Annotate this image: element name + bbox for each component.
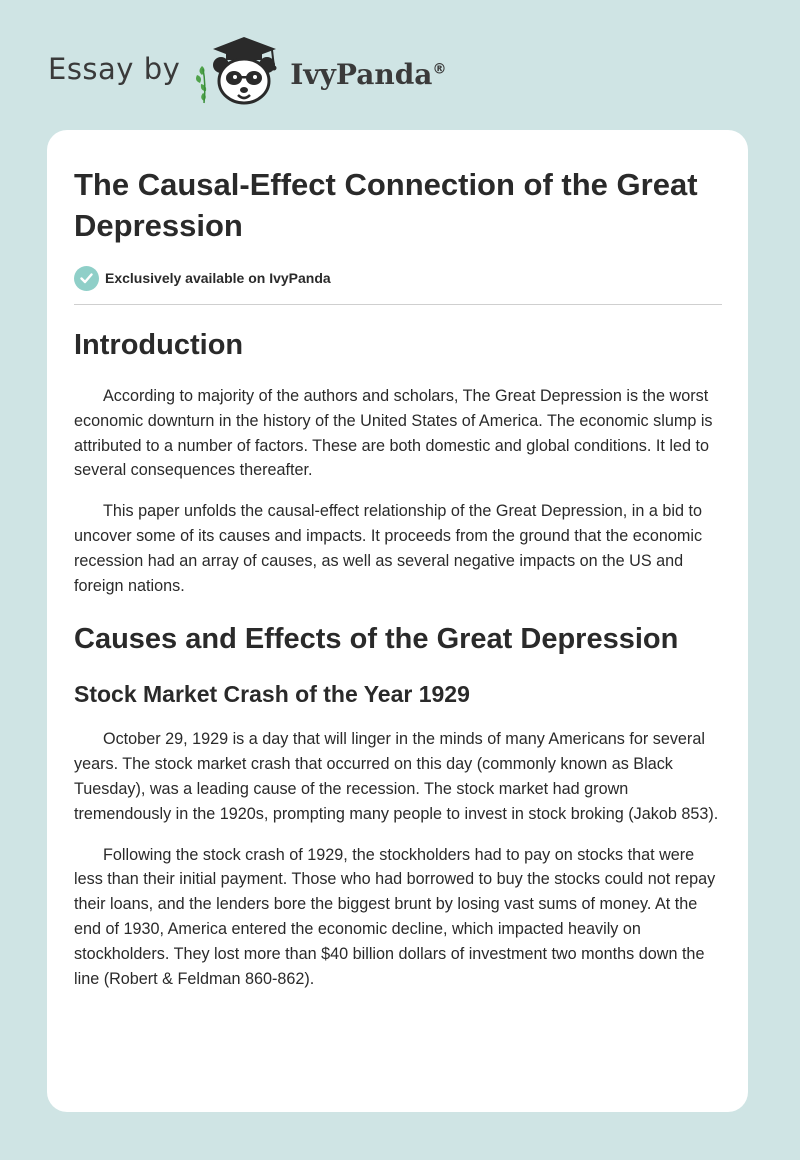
section-heading-causes-effects: Causes and Effects of the Great Depression [74, 623, 679, 656]
check-icon [74, 266, 99, 291]
site-header [48, 34, 446, 114]
essay-title: The Causal-Effect Connection of the Great Depression [74, 167, 698, 243]
registered-mark: ® [432, 61, 447, 78]
paragraph: According to majority of the authors and scholars, The Great Depression is the worst economic downturn in the history of the United States of America. The economic slump is attributed to a number of factors. These are both domestic and global conditions. It led to several consequences thereafter. [74, 387, 713, 480]
exclusive-label: Exclusively available on IvyPanda [105, 270, 331, 286]
paragraph: October 29, 1929 is a day that will linger in the minds of many Americans for several years. The stock market crash that occurred on this day (commonly known as Black Tuesday), was a leading cause of the recession. The stock market had grown tremendously in the 1920s, prompting many people to invest in stock broking (Jakob 853). [74, 730, 719, 823]
exclusive-badge [74, 265, 722, 291]
panda-logo-icon[interactable] [196, 35, 286, 107]
section-heading-introduction: Introduction [74, 329, 244, 361]
paragraph: Following the stock crash of 1929, the stockholders had to pay on stocks that were less than their initial payment. Those who had borrowed to buy the stocks could not repay their loans, and the lenders bore the biggest brunt by losing vast sums of money. At the end of 1930, America entered the economic decline, which impacted heavily on stockholders. They lost more than $40 billion dollars of investment two months down the line (Robert & Feldman 860-862). [74, 845, 716, 988]
divider [74, 304, 722, 305]
paragraph: This paper unfolds the causal-effect relationship of the Great Depression, in a bid to uncover some of its causes and impacts. It proceeds from the ground that the economic recession had an array of causes, as well as several negative impacts on the US and foreign nations. [74, 502, 703, 595]
brand-name[interactable]: IvyPanda® [290, 57, 447, 91]
essay-by-label: Essay by [48, 52, 181, 86]
subsection-heading-stock-crash: Stock Market Crash of the Year 1929 [74, 681, 470, 708]
essay-card [47, 130, 748, 1112]
